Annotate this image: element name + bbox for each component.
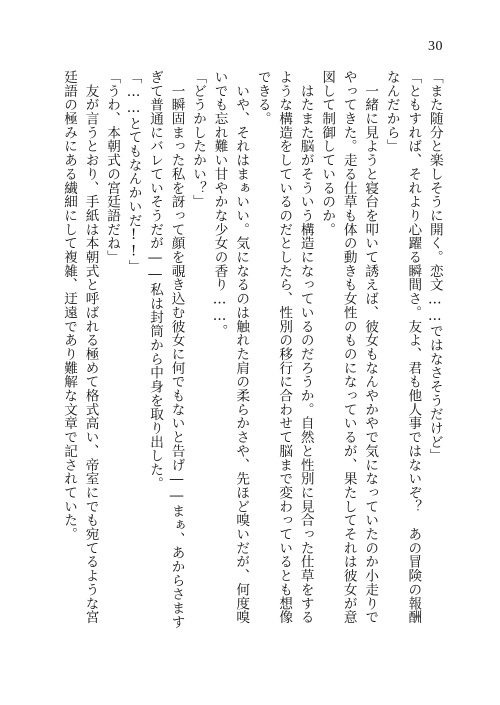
text-line: ぎて普通にバレていそうだが――私は封筒から中身を取り出した。 <box>147 70 164 491</box>
text-line: やってきた。走る仕草も体の動きも女性のものになっているが、果たしてそれは彼女が意 <box>340 70 357 624</box>
text-line: 友が言うとおり、手紙は本朝式と呼ばれる極めて格式高い、帝室にでも宛てるような宮 <box>82 70 99 624</box>
text-line: いでも忘れ難い甘やかな少女の香り……。 <box>211 70 228 338</box>
text-line: できる。 <box>254 70 271 126</box>
text-line: 「また随分と楽しそうに開く。恋文……ではなさそうだけど」 <box>426 70 443 463</box>
text-line: はたまた脳がそういう構造になっているのだろうか。自然と性別に見合った仕草をする <box>297 70 314 624</box>
text-line: 一緒に見ようと寝台を叩いて誘えば、彼女もなんやかやで気になっていたのか小走りで <box>362 70 379 624</box>
text-line: 廷語の極みにある繊細にして複雑、迂遠であり難解な文章で記されていた。 <box>61 70 77 541</box>
text-line: 一瞬固まった私を訝って顔を覗き込む彼女に何でもないと告げ――まぁ、あからさます <box>168 70 185 629</box>
text-line: なんだから」 <box>383 70 400 154</box>
text-line: ような構造をしているのだとしたら、性別の移行に合わせて脳まで変わっているとも想像 <box>276 70 293 624</box>
text-line: 図して制御しているのか。 <box>319 70 336 237</box>
text-line: 「どうかしたかい？」 <box>190 70 207 209</box>
body-text <box>60 70 444 670</box>
text-line: いや、それはまぁいい。気になるのは触れた肩の柔らかさや、先ほど嗅いだが、何度嗅 <box>233 70 250 624</box>
page-number: 30 <box>428 39 443 54</box>
text-line: 「ともすれば、それより心躍る瞬間さ。友よ、君も他人事ではないぞ？ あの冒険の報酬 <box>405 70 422 624</box>
text-line: 「うわ、本朝式の宮廷語だね」 <box>104 70 121 264</box>
text-line: 「……とてもなんかいだ!!」 <box>125 70 142 274</box>
